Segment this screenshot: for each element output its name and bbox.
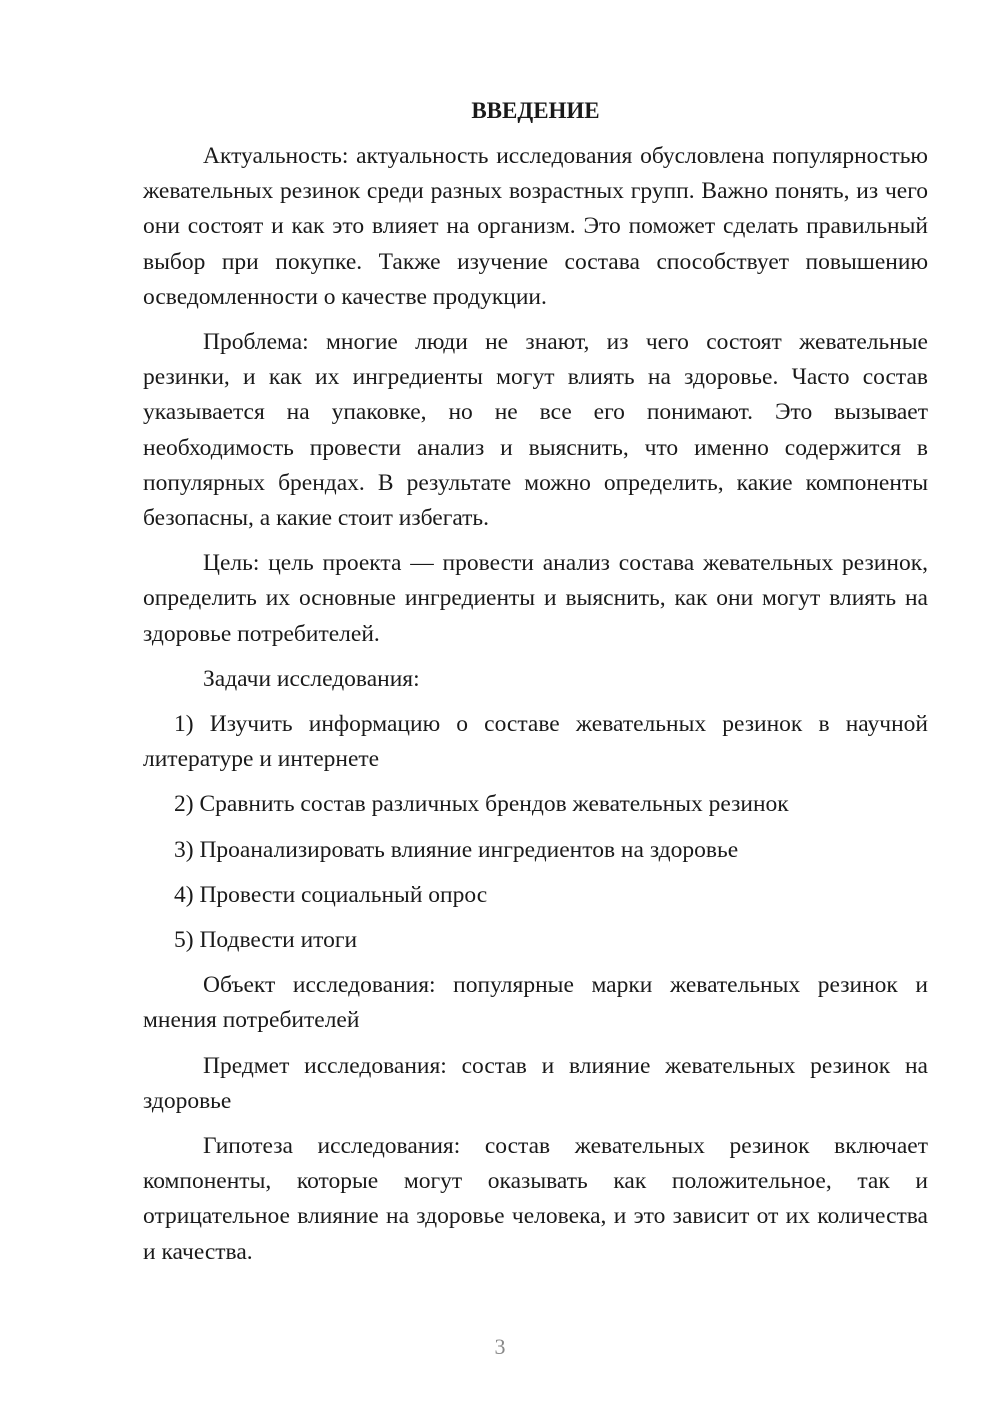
paragraph-subject: Предмет исследования: состав и влияние жевательных резинок на здоровье (143, 1052, 928, 1114)
paragraph-problem: Проблема: многие люди не знают, из чего состоят жевательные резинки, и как их ингредиенты могут влиять на здоровье. Часто состав указывается на упаковке, но не все его понимают. Это вызывает необходимость провести анализ и выяснить, что именно содержится в популярных брендах. В результате можно определить, какие компоненты безопасны, а какие стоит избегать. (143, 329, 928, 532)
section-title: ВВЕДЕНИЕ (471, 98, 600, 123)
task-item: 2) Сравнить состав различных брендов жевательных резинок (174, 791, 789, 818)
tasks-heading: Задачи исследования: (203, 665, 420, 692)
paragraph-goal: Цель: цель проекта — провести анализ состава жевательных резинок, определить их основные ингредиенты и выяснить, как они могут влиять на здоровье потребителей. (143, 550, 928, 647)
paragraph-object: Объект исследования: популярные марки жевательных резинок и мнения потребителей (143, 972, 928, 1034)
page-number: 3 (494, 1334, 506, 1359)
task-item: 1) Изучить информацию о составе жевательных резинок в научной литературе и интернете (143, 711, 928, 773)
task-item: 3) Проанализировать влияние ингредиентов на здоровье (174, 836, 739, 863)
paragraph-relevance: Актуальность: актуальность исследования обусловлена популярностью жевательных резинок среди разных возрастных групп. Важно понять, из чего они состоят и как это влияет на организм. Это поможет сделать правильный выбор при покупке. Также изучение состава способствует повышению осведомленности о качестве продукции. (143, 143, 928, 310)
page-content (143, 94, 928, 1280)
task-item: 4) Провести социальный опрос (174, 881, 488, 908)
task-item: 5) Подвести итоги (174, 927, 358, 954)
paragraph-hypothesis: Гипотеза исследования: состав жевательных резинок включает компоненты, которые могут оказывать как положительное, так и отрицательное влияние на здоровье человека, и это зависит от их количества и качества. (143, 1133, 928, 1265)
